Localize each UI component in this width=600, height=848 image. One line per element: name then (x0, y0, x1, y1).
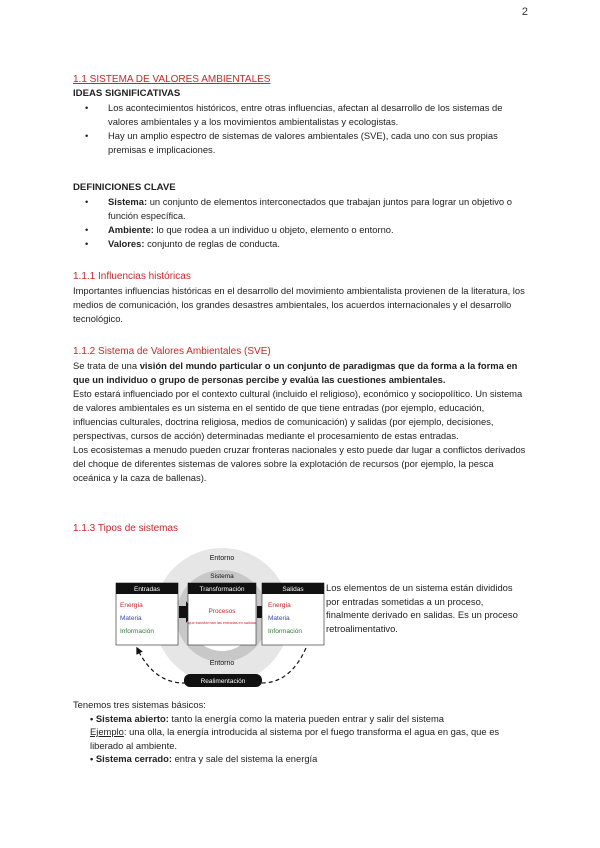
procesos-label: Procesos (208, 608, 236, 615)
list-item: • Hay un amplio espectro de sistemas de valores ambientales (SVE), cada uno con sus propias premisas e implicaciones. (73, 129, 528, 157)
entradas-energia: Energía (120, 602, 143, 609)
diagram-caption: Los elementos de un sistema están divididos por entradas sometidas a un proceso, finalmente derivado en salidas. Es un proceso retroalimentativo. (326, 582, 518, 634)
closed-system-term: • Sistema cerrado: (90, 753, 172, 764)
basic-systems (73, 698, 528, 766)
list-item (73, 223, 528, 237)
paragraph-bold: visión del mundo particular o un conjunto de paradigmas que da forma a la forma en que un individuo o grupo de personas percibe y evalúa las cuestiones ambientales. (73, 360, 518, 385)
entorno-top-label: Entorno (209, 555, 235, 562)
paragraph (73, 359, 528, 387)
salidas-energia: Energía (268, 602, 291, 609)
section-1-1-1 (73, 270, 528, 326)
section-1-1 (73, 73, 528, 157)
entradas-informacion: Información (120, 628, 154, 635)
example (73, 725, 528, 752)
open-system (73, 712, 528, 726)
section-1-1-2 (73, 345, 528, 485)
definition-text: lo que rodea a un individuo u objeto, elemento o entorno. (153, 224, 394, 235)
subsection-title: 1.1.3 Tipos de sistemas (73, 523, 179, 534)
list-item (73, 237, 528, 251)
definition-term: Sistema: (108, 196, 148, 207)
basic-intro: Tenemos tres sistemas básicos: (73, 699, 206, 710)
open-system-term: • Sistema abierto: (90, 712, 169, 724)
definitions-block (73, 181, 528, 251)
definitions-heading: DEFINICIONES CLAVE (73, 182, 176, 193)
definition-term: Valores: (108, 238, 145, 249)
page-number: 2 (521, 6, 528, 18)
paragraph-intro: Se trata de una (73, 360, 140, 371)
subsection-title: 1.1.1 Influencias históricas (73, 271, 191, 282)
section-title: 1.1 SISTEMA DE VALORES AMBIENTALES (73, 74, 271, 85)
transformacion-label: Transformación (199, 586, 245, 593)
closed-system-text: entra y sale del sistema la energía (171, 753, 318, 764)
entradas-materia: Materia (120, 615, 142, 622)
definitions-list (73, 195, 528, 251)
definition-text: un conjunto de elementos interconectados que trabajan juntos para lograr un objetivo o función específica. (108, 196, 512, 221)
entradas-label: Entradas (133, 586, 161, 593)
paragraph: Los ecosistemas a menudo pueden cruzar fronteras nacionales y esto puede dar lugar a conflictos derivados del choque de diferentes sistemas de valores sobre la explotación de recursos (por ejemplo, la pesca oceánica y la caza de ballenas). (73, 444, 526, 483)
ideas-list (73, 101, 528, 157)
paragraph: Importantes influencias históricas en el desarrollo del movimiento ambientalista provienen de la literatura, los medios de comunicación, los grandes desastres ambientales, los acuerdos internacionales y el desarrollo tecnológico. (73, 285, 525, 324)
example-label: Ejemplo (90, 726, 124, 737)
procesos-sub-label: que transforman las entradas en salidas (188, 621, 256, 625)
sistema-label: Sistema (210, 573, 234, 580)
list-item (73, 195, 528, 223)
salidas-label: Salidas (282, 586, 304, 593)
paragraph: Esto estará influenciado por el contexto cultural (incluido el religioso), económico y sociopolítico. Un sistema de valores ambientales es un sistema en el sentido de que tiene entradas (por ejemplo, educación, influencias culturales, doctrina religiosa, medios de comunicación) y salidas (por ejemplo, decisiones, perspectivas, cursos de acción) determinadas mediante el procesamiento de estas entradas. (73, 388, 523, 441)
section-1-1-3 (73, 522, 528, 536)
closed-system (73, 752, 528, 766)
salidas-informacion: Información (268, 628, 302, 635)
ideas-heading: IDEAS SIGNIFICATIVAS (73, 88, 181, 99)
realimentacion-label: Realimentación (200, 678, 246, 685)
example-text: : una olla, la energía introducida al sistema por el fuego transforma el agua en gas, que es liberado al ambiente. (90, 726, 500, 751)
salidas-materia: Materia (268, 615, 290, 622)
open-system-text: tanto la energía como la materia pueden entrar y salir del sistema (168, 712, 444, 724)
subsection-title: 1.1.2 Sistema de Valores Ambientales (SVE) (73, 346, 271, 357)
definition-term: Ambiente: (108, 224, 154, 235)
definition-text: conjunto de reglas de conducta. (144, 238, 280, 249)
system-diagram (110, 546, 330, 691)
list-item: • Los acontecimientos históricos, entre otras influencias, afectan al desarrollo de los sistemas de valores ambientales y a los movimientos ambientalistas y ecologistas. (73, 101, 528, 129)
entorno-bottom-label: Entorno (209, 660, 235, 667)
